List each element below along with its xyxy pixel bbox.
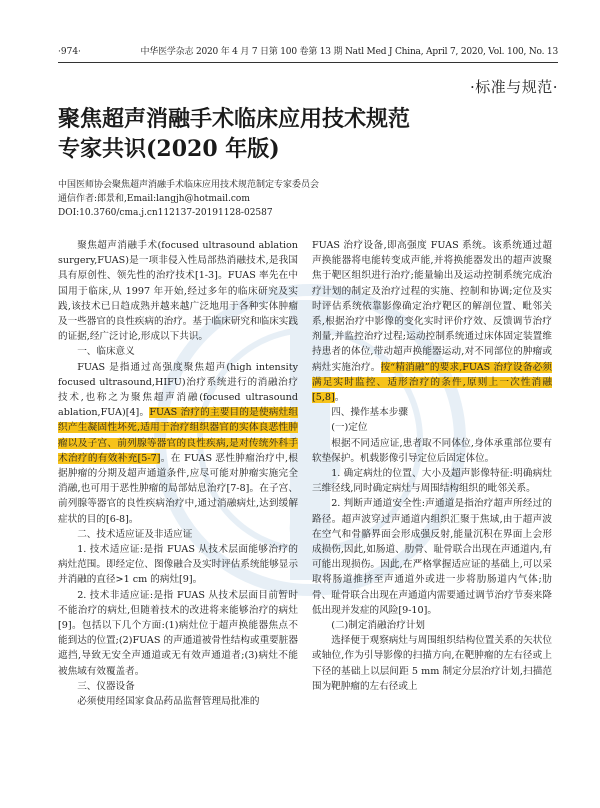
right-column xyxy=(312,238,552,694)
section-tag: ·标准与规范· xyxy=(469,78,558,96)
paragraph-equipment-cont xyxy=(312,238,552,405)
article-title xyxy=(58,104,478,164)
paragraph-intro: 聚焦超声消融手术(focused ultrasound ablation surgery,FUAS)是一项非侵入性局部热消融技术,是我国具有原创性、领先性的治疗技术[1-3]。FUAS 率先在中国用于临床,从 1997 年开始,经过多年的临床研究及实践,该技术已日趋成熟并越来越广泛地用于各种实体肿瘤及一些器官的良性疾病的治疗。基于临床研究和临床实践的证据,经广泛讨论,形成以下共识。 xyxy=(58,240,298,343)
author-block xyxy=(58,178,558,220)
running-header xyxy=(58,45,558,59)
text-period: 。 xyxy=(334,392,345,404)
paragraph-technical-non-indication: 2. 技术非适应证:是指 FUAS 从技术层面目前暂时不能治疗的病灶,但随着技术的改进将来能够治疗的病灶[9]。包括以下几个方面:(1)病灶位于超声换能器焦点不能到达的位置;(2)FUAS 的声通道被骨性结构或重要脏器遮挡,导致无安全声通道或无有效声通道者;(3)病灶不能被焦域有效覆盖者。 xyxy=(58,589,298,677)
text-fuas-definition: FUAS 是指通过高强度聚焦超声(high intensity focused ultrasound,HIFU)治疗系统进行的消融治疗技术,也称之为聚焦超声消融(focused ultrasound ablation,FUA)[4]。 xyxy=(58,361,298,419)
heading-clinical-significance: 一、临床意义 xyxy=(77,346,135,358)
highlight-purpose: FUAS 治疗的主要目的是使病灶组织产生凝固性坏死,适用于治疗组织器官的实体良恶性肿瘤以及子宫、前列腺等器官的良性疾病,是对传统外科手术治疗的有效补充[5-7] xyxy=(58,407,298,464)
highlight-precise-ablation: 按“精消融”的要求,FUAS 治疗设备必须满足实时监控、适形治疗的条件,原则上一次性消融[5,8] xyxy=(312,361,552,404)
title-line-1: 聚焦超声消融手术临床应用技术规范 xyxy=(58,106,411,132)
paragraph-positioning: 根据不同适应证,患者取不同体位,身体承重部位要有软垫保护。机载影像引导定位后固定体位。 xyxy=(312,437,552,464)
journal-citation: 中华医学杂志 2020 年 4 月 7 日第 100 卷第 13 期 Natl Med J China, April 7, 2020, Vol. 100, No. 13 xyxy=(140,47,558,57)
paragraph-lesion-location: 1. 确定病灶的位置、大小及超声影像特征:明确病灶三维径线,同时确定病灶与周围结构组织的毗邻关系。 xyxy=(312,468,552,495)
paragraph-equipment: 必须使用经国家食品药品监督管理局批准的 xyxy=(77,696,260,708)
heading-indications: 二、技术适应证及非适应证 xyxy=(77,528,193,540)
text-fuas-applications: 。在 FUAS 恶性肿瘤治疗中,根据肿瘤的分期及超声通道条件,应尽可能对肿瘤实施完全消融,也可用于恶性肿瘤的局部姑息治疗[7-8]。在子宫、前列腺等器官的良性疾病治疗中,通过消融病灶,达到缓解症状的目的[6-8]。 xyxy=(58,452,298,525)
author-group: 中国医师协会聚焦超声消融手术临床应用技术规范制定专家委员会 xyxy=(58,180,320,190)
heading-ablation-plan: (二)制定消融治疗计划 xyxy=(331,620,426,632)
title-line-2: 专家共识(2020 年版) xyxy=(58,136,280,162)
heading-procedure-steps: 四、操作基本步骤 xyxy=(331,407,408,419)
left-column xyxy=(58,238,298,709)
heading-positioning: (一)定位 xyxy=(331,422,368,434)
paragraph-acoustic-pathway: 2. 判断声通道安全性:声通道是指治疗超声所经过的路径。超声波穿过声通道内组织汇聚于焦域,由于超声波在空气和骨骼界面会形成强反射,能量沉积在界面上会形成损伤,因此,如肠道、肋骨、耻骨联合出现在声通道内,有可能出现损伤。因此,在严格掌握适应证的基础上,可以采取将肠道推挤至声通道外或进一步将肋肠道内气体;肋骨、耻骨联合出现在声通道内需要通过调节治疗节奏来降低出现并发症的风险[9-10]。 xyxy=(312,498,552,616)
header-rule xyxy=(58,62,558,63)
corresponding-author: 通信作者:郎景和,Email:langjh@hotmail.com xyxy=(58,194,250,204)
doi: DOI:10.3760/cma.j.cn112137-20191128-02587 xyxy=(58,208,273,218)
page-number: ·974· xyxy=(58,47,81,57)
paragraph-ablation-plan: 选择便于观察病灶与周围组织结构位置关系的矢状位或轴位,作为引导影像的扫描方向,在靶肿瘤的左右径或上下径的基础上以层间距 5 mm 制定分层治疗计划,扫描范围为靶肿瘤的左右径或上 xyxy=(312,635,552,692)
heading-equipment: 三、仪器设备 xyxy=(77,680,135,692)
text-system-description: FUAS 治疗设备,即高强度 FUAS 系统。该系统通过超声换能器将电能转变成声能,并将换能器发出的超声波聚焦于靶区组织进行治疗;能量输出及运动控制系统完成治疗计划的制定及治疗过程的实施、控制和协调;定位及实时评估系统依靠影像确定治疗靶区的解剖位置、毗邻关系,根据治疗中影像的变化实时评价疗效、反馈调节治疗剂量,并监控治疗过程;运动控制系统通过床体固定装置维持患者的体位,带动超声换能器运动,对不同部位的肿瘤或病灶实施治疗。 xyxy=(312,240,552,373)
paragraph-technical-indication: 1. 技术适应证:是指 FUAS 从技术层面能够治疗的病灶范围。即经定位、图像融合及实时评估系统能够显示并消融的直径>1 cm 的病灶[9]。 xyxy=(58,544,298,586)
paragraph-fuas-definition xyxy=(58,360,298,527)
